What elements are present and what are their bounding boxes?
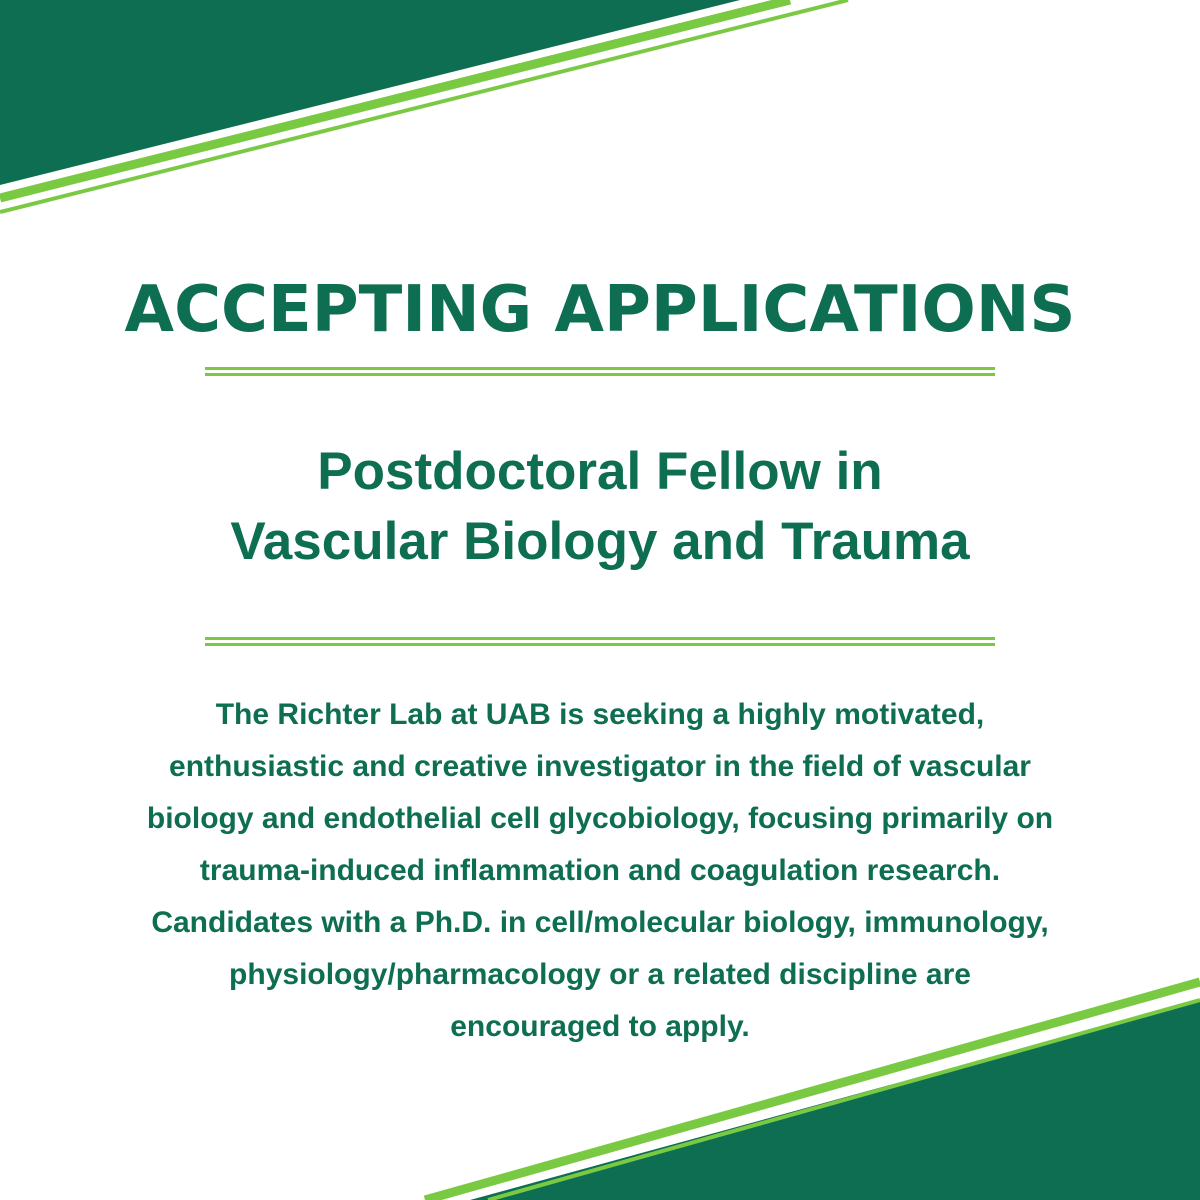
subtitle-divider (205, 637, 995, 647)
divider-line-top (205, 637, 995, 640)
description-line: The Richter Lab at UAB is seeking a highly motivated, (215, 698, 985, 731)
divider-line-bottom (205, 373, 995, 376)
description-line: biology and endothelial cell glycobiology, focusing primarily on (146, 802, 1054, 835)
description-line: encouraged to apply. (450, 1010, 750, 1043)
description-line: enthusiastic and creative investigator in the field of vascular (169, 750, 1031, 783)
headline-divider (205, 367, 995, 377)
headline-title: ACCEPTING APPLICATIONS (124, 273, 1076, 347)
description-line: physiology/pharmacology or a related discipline are (229, 958, 971, 991)
top-left-green-wedge (0, 0, 740, 185)
position-title-line-1: Postdoctoral Fellow in (317, 442, 883, 501)
position-title (0, 437, 1200, 577)
divider-line-top (205, 367, 995, 370)
position-title-line-2: Vascular Biology and Trauma (230, 512, 970, 571)
description-line: trauma-induced inflammation and coagulation research. (199, 854, 1001, 887)
description-paragraph (0, 689, 1200, 1053)
divider-line-bottom (205, 643, 995, 646)
description-line: Candidates with a Ph.D. in cell/molecular biology, immunology, (151, 906, 1049, 939)
